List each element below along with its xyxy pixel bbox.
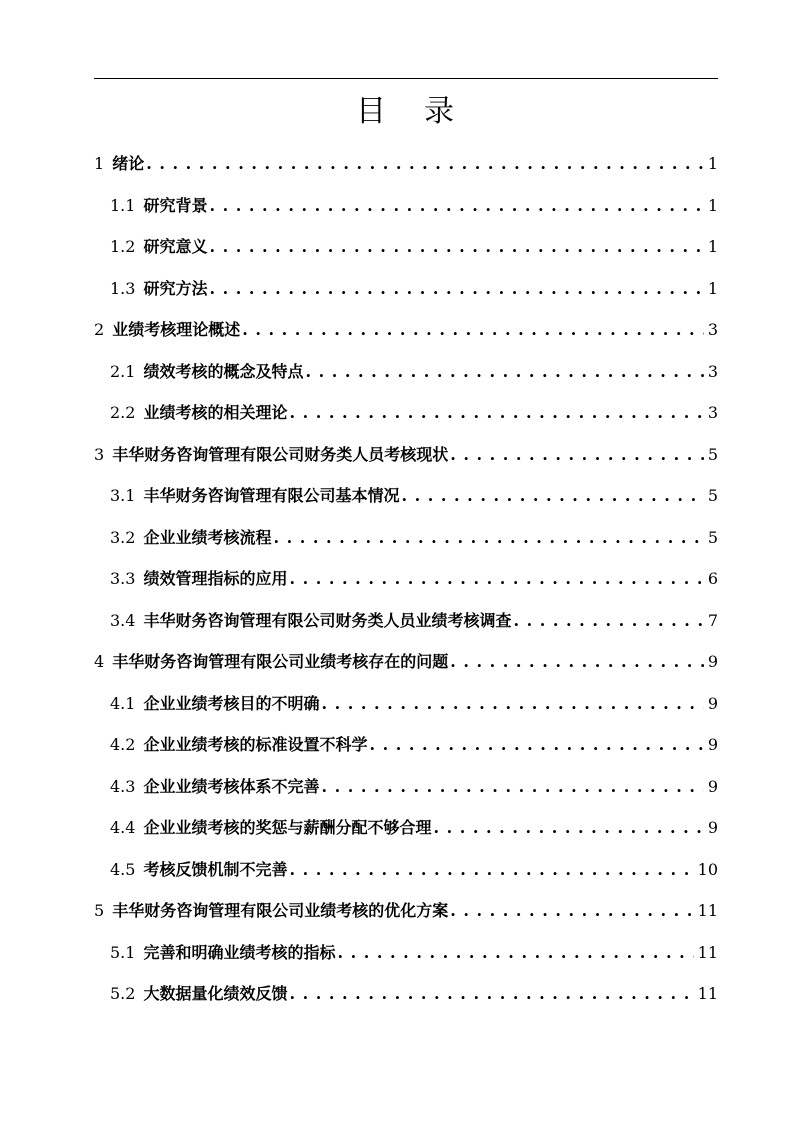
toc-entry-title: 企业业绩考核体系不完善 — [143, 776, 320, 796]
toc-dot-leader — [433, 807, 703, 849]
toc-entry-number: 2.1 — [110, 361, 136, 381]
toc-entry-number: 4.5 — [110, 859, 136, 879]
toc-entry[interactable] — [94, 973, 718, 1015]
toc-entry-page-number: 1 — [707, 237, 718, 256]
toc-entry-title: 大数据量化绩效反馈 — [143, 984, 288, 1003]
toc-dot-leader — [289, 849, 693, 891]
toc-entry[interactable] — [94, 766, 718, 808]
toc-entry-number: 3.2 — [110, 527, 136, 547]
toc-entry-number: 3.4 — [110, 610, 136, 630]
toc-entry-number: 4.4 — [110, 818, 136, 837]
toc-entry-number: 5.1 — [110, 942, 136, 962]
toc-dot-leader — [289, 558, 703, 600]
toc-list — [94, 143, 718, 1015]
toc-entry-title: 丰华财务咨询管理有限公司基本情况 — [143, 486, 400, 505]
toc-dot-leader — [209, 226, 703, 268]
toc-entry-title: 丰华财务咨询管理有限公司财务类人员考核现状 — [112, 444, 449, 464]
toc-dot-leader — [401, 475, 703, 517]
toc-entry-number: 3.3 — [110, 569, 136, 588]
toc-entry-page-number: 11 — [697, 901, 718, 920]
toc-entry-number: 4 — [94, 652, 105, 671]
toc-entry-title: 考核反馈机制不完善 — [143, 859, 288, 879]
toc-entry-page-number: 3 — [707, 403, 718, 422]
toc-entry-page-number: 3 — [707, 361, 718, 381]
toc-entry-number: 1.3 — [110, 278, 136, 298]
toc-entry-number: 1.1 — [110, 195, 136, 215]
toc-entry[interactable] — [94, 475, 718, 517]
toc-entry[interactable] — [94, 434, 718, 476]
toc-dot-leader — [369, 724, 703, 766]
toc-entry-title: 企业业绩考核流程 — [143, 527, 272, 547]
toc-dot-leader — [305, 351, 703, 393]
toc-entry-page-number: 10 — [697, 859, 718, 879]
toc-entry-title: 完善和明确业绩考核的指标 — [143, 942, 336, 962]
toc-dot-leader — [337, 932, 693, 974]
toc-entry[interactable] — [94, 724, 718, 766]
toc-entry-title: 丰华财务咨询管理有限公司财务类人员业绩考核调查 — [143, 610, 512, 630]
toc-entry-page-number: 1 — [707, 195, 718, 215]
toc-entry-number: 5.2 — [110, 984, 136, 1003]
toc-entry-page-number: 11 — [697, 942, 718, 962]
toc-entry-page-number: 9 — [707, 693, 718, 713]
toc-entry[interactable] — [94, 807, 718, 849]
toc-dot-leader — [513, 600, 703, 642]
toc-entry[interactable] — [94, 226, 718, 268]
toc-entry-title: 研究背景 — [143, 195, 208, 215]
toc-entry[interactable] — [94, 351, 718, 393]
toc-entry[interactable] — [94, 143, 718, 185]
toc-entry[interactable] — [94, 558, 718, 600]
toc-entry-page-number: 9 — [707, 818, 718, 837]
toc-entry-page-number: 5 — [707, 486, 718, 505]
toc-entry-title: 研究方法 — [143, 278, 208, 298]
toc-entry-page-number: 9 — [707, 776, 718, 796]
toc-entry-title: 研究意义 — [143, 237, 208, 256]
toc-entry[interactable] — [94, 641, 718, 683]
toc-dot-leader — [450, 434, 704, 476]
toc-entry-number: 1 — [94, 154, 105, 173]
toc-entry-page-number: 9 — [707, 652, 718, 671]
toc-entry[interactable] — [94, 309, 718, 351]
toc-dot-leader — [450, 890, 693, 932]
toc-entry-title: 绪论 — [112, 154, 145, 173]
toc-title-char-1: 目 — [356, 94, 388, 129]
toc-entry-page-number: 7 — [707, 610, 718, 630]
toc-entry-title: 企业业绩考核目的不明确 — [143, 693, 320, 713]
toc-entry[interactable] — [94, 185, 718, 227]
toc-entry[interactable] — [94, 392, 718, 434]
toc-entry[interactable] — [94, 849, 718, 891]
toc-entry-number: 4.1 — [110, 693, 136, 713]
toc-entry[interactable] — [94, 683, 718, 725]
toc-entry[interactable] — [94, 932, 718, 974]
toc-entry-title: 丰华财务咨询管理有限公司业绩考核的优化方案 — [112, 901, 449, 920]
toc-entry-page-number: 9 — [707, 735, 718, 754]
toc-entry-number: 2 — [94, 320, 105, 339]
toc-entry-number: 1.2 — [110, 237, 136, 256]
toc-dot-leader — [450, 641, 704, 683]
toc-dot-leader — [209, 185, 703, 227]
toc-entry-number: 5 — [94, 901, 105, 920]
toc-entry-title: 绩效考核的概念及特点 — [143, 361, 304, 381]
toc-entry-page-number: 1 — [707, 154, 718, 173]
toc-entry-page-number: 6 — [707, 569, 718, 588]
toc-dot-leader — [242, 309, 704, 351]
toc-entry[interactable] — [94, 268, 718, 310]
toc-entry-title: 业绩考核理论概述 — [112, 320, 241, 339]
toc-entry-page-number: 5 — [707, 527, 718, 547]
toc-entry-page-number: 5 — [707, 444, 718, 464]
toc-entry[interactable] — [94, 517, 718, 559]
toc-entry-page-number: 3 — [707, 320, 718, 339]
toc-entry-title: 企业业绩考核的奖惩与薪酬分配不够合理 — [143, 818, 432, 837]
toc-entry-number: 3.1 — [110, 486, 136, 505]
toc-title — [94, 88, 718, 136]
toc-entry-title: 绩效管理指标的应用 — [143, 569, 288, 588]
toc-dot-leader — [321, 683, 703, 725]
header-rule — [94, 78, 718, 79]
toc-title-char-2: 录 — [424, 94, 456, 129]
toc-entry[interactable] — [94, 890, 718, 932]
toc-dot-leader — [209, 268, 703, 310]
toc-dot-leader — [289, 392, 703, 434]
toc-entry-number: 4.3 — [110, 776, 136, 796]
toc-dot-leader — [273, 517, 703, 559]
toc-entry-number: 3 — [94, 444, 105, 464]
toc-dot-leader — [289, 973, 693, 1015]
toc-dot-leader — [321, 766, 703, 808]
toc-entry-title: 企业业绩考核的标准设置不科学 — [143, 735, 368, 754]
toc-entry-title: 业绩考核的相关理论 — [143, 403, 288, 422]
toc-entry-number: 2.2 — [110, 403, 136, 422]
toc-dot-leader — [146, 143, 704, 185]
toc-entry[interactable] — [94, 600, 718, 642]
toc-entry-title: 丰华财务咨询管理有限公司业绩考核存在的问题 — [112, 652, 449, 671]
toc-entry-number: 4.2 — [110, 735, 136, 754]
toc-entry-page-number: 11 — [697, 984, 718, 1003]
toc-entry-page-number: 1 — [707, 278, 718, 298]
